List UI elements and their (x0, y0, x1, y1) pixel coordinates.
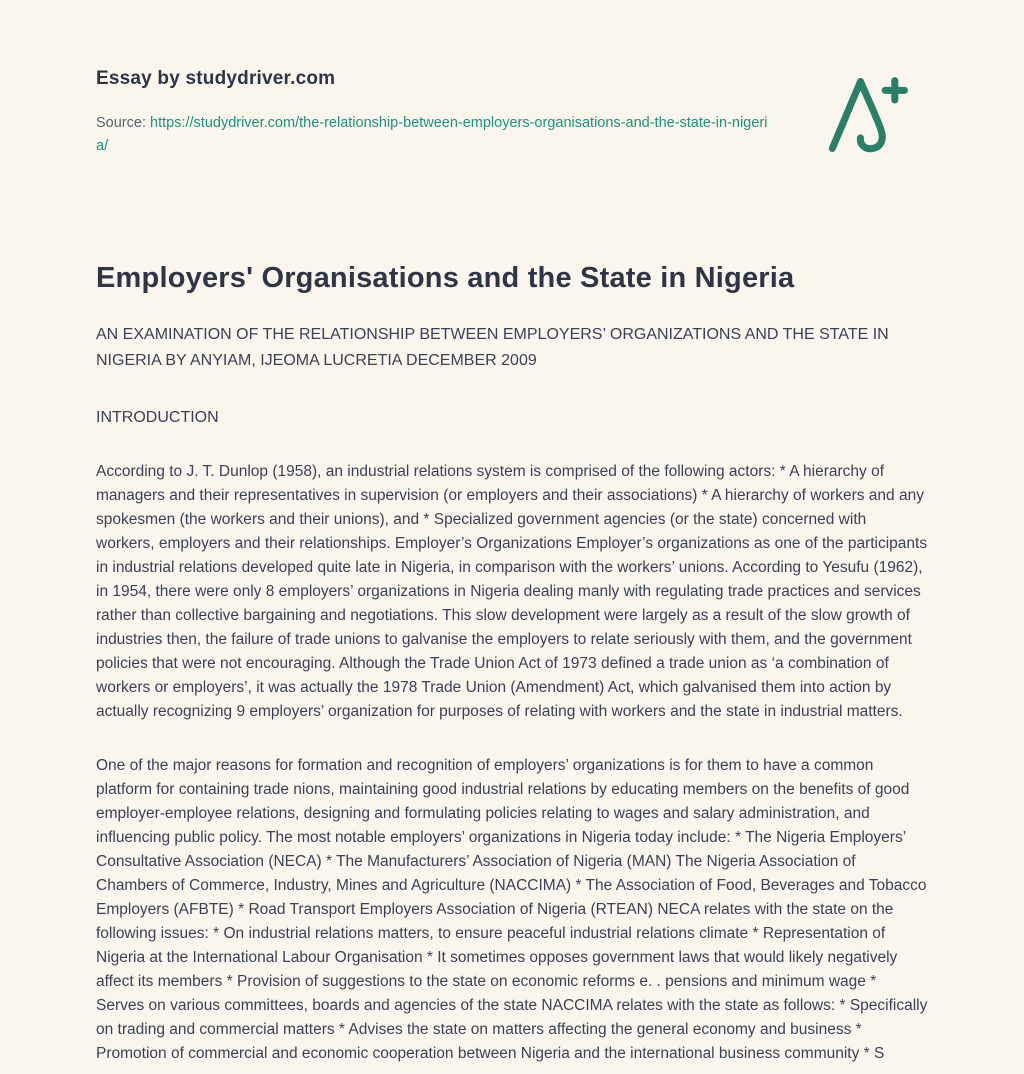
studydriver-logo-icon (820, 70, 908, 160)
essay-byline: Essay by studydriver.com (96, 68, 336, 89)
essay-paragraph-2: One of the major reasons for formation and recognition of employers’ organizations is for them to have a common platform for containing trade nions, maintaining good industrial relations by educating members on the benefits of good employer-employee relations, designing and formulating policies relating to wages and salary administration, and influencing public policy. The most notable employers’ organizations in Nigeria today include: * The Nigeria Employers’ Consultative Association (NECA) * The Manufacturers’ Association of Nigeria (MAN) The Nigeria Association of Chambers of Commerce, Industry, Mines and Agriculture (NACCIMA) * The Association of Food, Beverages and Tobacco Employers (AFBTE) * Road Transport Employers Association of Nigeria (RTEAN) NECA relates with the state on the following issues: * On industrial relations matters, to ensure peaceful industrial relations climate * Representation of Nigeria at the International Labour Organisation * It sometimes opposes government laws that would likely negatively affect its members * Provision of suggestions to the state on economic reforms e. . pensions and minimum wage * Serves on various committees, boards and agencies of the state NACCIMA relates with the state as follows: * Specifically on trading and commercial matters * Advises the state on matters affecting the general economy and business * Promotion of commercial and economic cooperation between Nigeria and the international business community * S (96, 757, 928, 1062)
essay-paragraph-1: According to J. T. Dunlop (1958), an industrial relations system is comprised of the following actors: * A hierarchy of managers and their representatives in supervision (or employers and their associations) * A hierarchy of workers and any spokesmen (the workers and their unions), and * Specialized government agencies (or the state) concerned with workers, employers and their relationships. Employer’s Organizations Employer’s organizations as one of the participants in industrial relations developed quite late in Nigeria, in comparison with the workers’ unions. According to Yesufu (1962), in 1954, there were only 8 employers’ organizations in Nigeria dealing manly with regulating trade practices and services rather than collective bargaining and negotiations. This slow development were largely as a result of the slow growth of industries then, the failure of trade unions to galvanise the employers to relate seriously with them, and the government policies that were not encouraging. Although the Trade Union Act of 1973 defined a trade union as ‘a combination of workers or employers’, it was actually the 1978 Trade Union (Amendment) Act, which galvanised them into action by actually recognizing 9 employers’ organization for purposes of relating with workers and the state in industrial matters. (96, 463, 928, 720)
source-label: Source: (96, 115, 146, 131)
page-title: Employers' Organisations and the State in Nigeria (96, 262, 795, 294)
essay-subtitle: AN EXAMINATION OF THE RELATIONSHIP BETWEEN EMPLOYERS’ ORGANIZATIONS AND THE STATE IN NIGERIA BY ANYIAM, IJEOMA LUCRETIA DECEMBER 2009 (96, 326, 889, 369)
source-url-link[interactable]: https://studydriver.com/the-relationship-between-employers-organisations-and-the-state-in-nigeria/ (96, 115, 768, 154)
section-heading-introduction: INTRODUCTION (96, 409, 219, 426)
source-line (96, 112, 776, 158)
